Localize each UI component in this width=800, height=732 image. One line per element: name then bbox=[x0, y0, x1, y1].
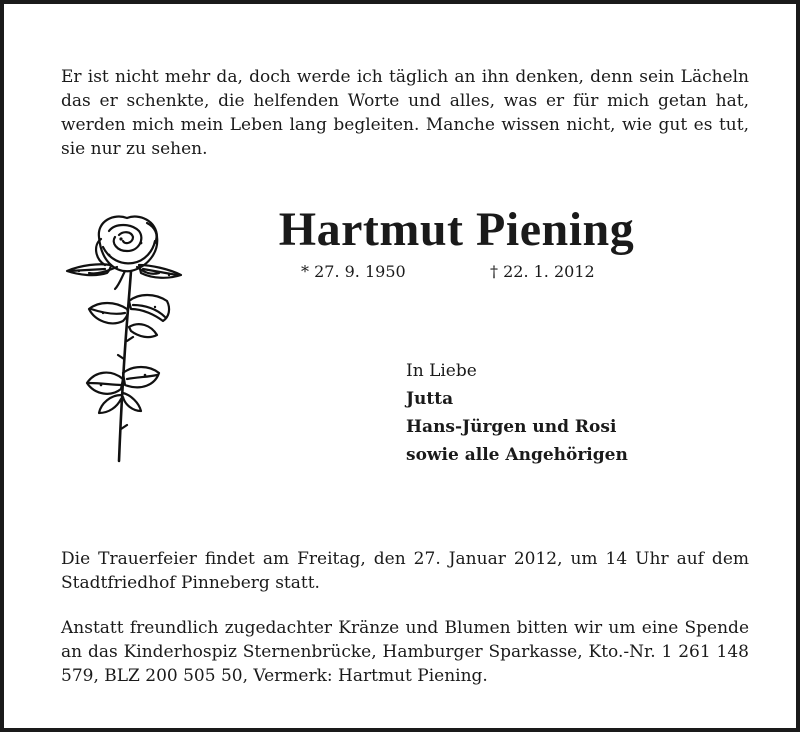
service-info: Die Trauerfeier findet am Freitag, den 27. Januar 2012, um 14 Uhr auf dem Stadtfriedhof Pinneberg statt. bbox=[61, 549, 749, 593]
greeting: In Liebe bbox=[406, 361, 477, 381]
mourner-name: sowie alle Angehörigen bbox=[406, 445, 628, 465]
deceased-name: Hartmut Piening bbox=[278, 203, 635, 256]
birth-date: * 27. 9. 1950 bbox=[301, 262, 406, 281]
death-date: † 22. 1. 2012 bbox=[490, 262, 595, 281]
mourner-name: Hans-Jürgen und Rosi bbox=[406, 417, 617, 437]
donation-info: Anstatt freundlich zugedachter Kränze und Blumen bitten wir um eine Spende an das Kinderhospiz Sternenbrücke, Hamburger Sparkasse, Kto.-Nr. 1 261 148 579, BLZ 200 505 50, Vermerk: Hartmut Piening. bbox=[61, 618, 749, 686]
signature-block bbox=[406, 357, 628, 469]
mourner-name: Jutta bbox=[406, 389, 454, 409]
intro-text: Er ist nicht mehr da, doch werde ich täglich an ihn denken, denn sein Lächeln das er schenkte, die helfenden Worte und alles, was er für mich getan hat, werden mich mein Leben lang begleiten. Manche wissen nicht, wie gut es tut, sie nur zu sehen. bbox=[61, 67, 749, 159]
